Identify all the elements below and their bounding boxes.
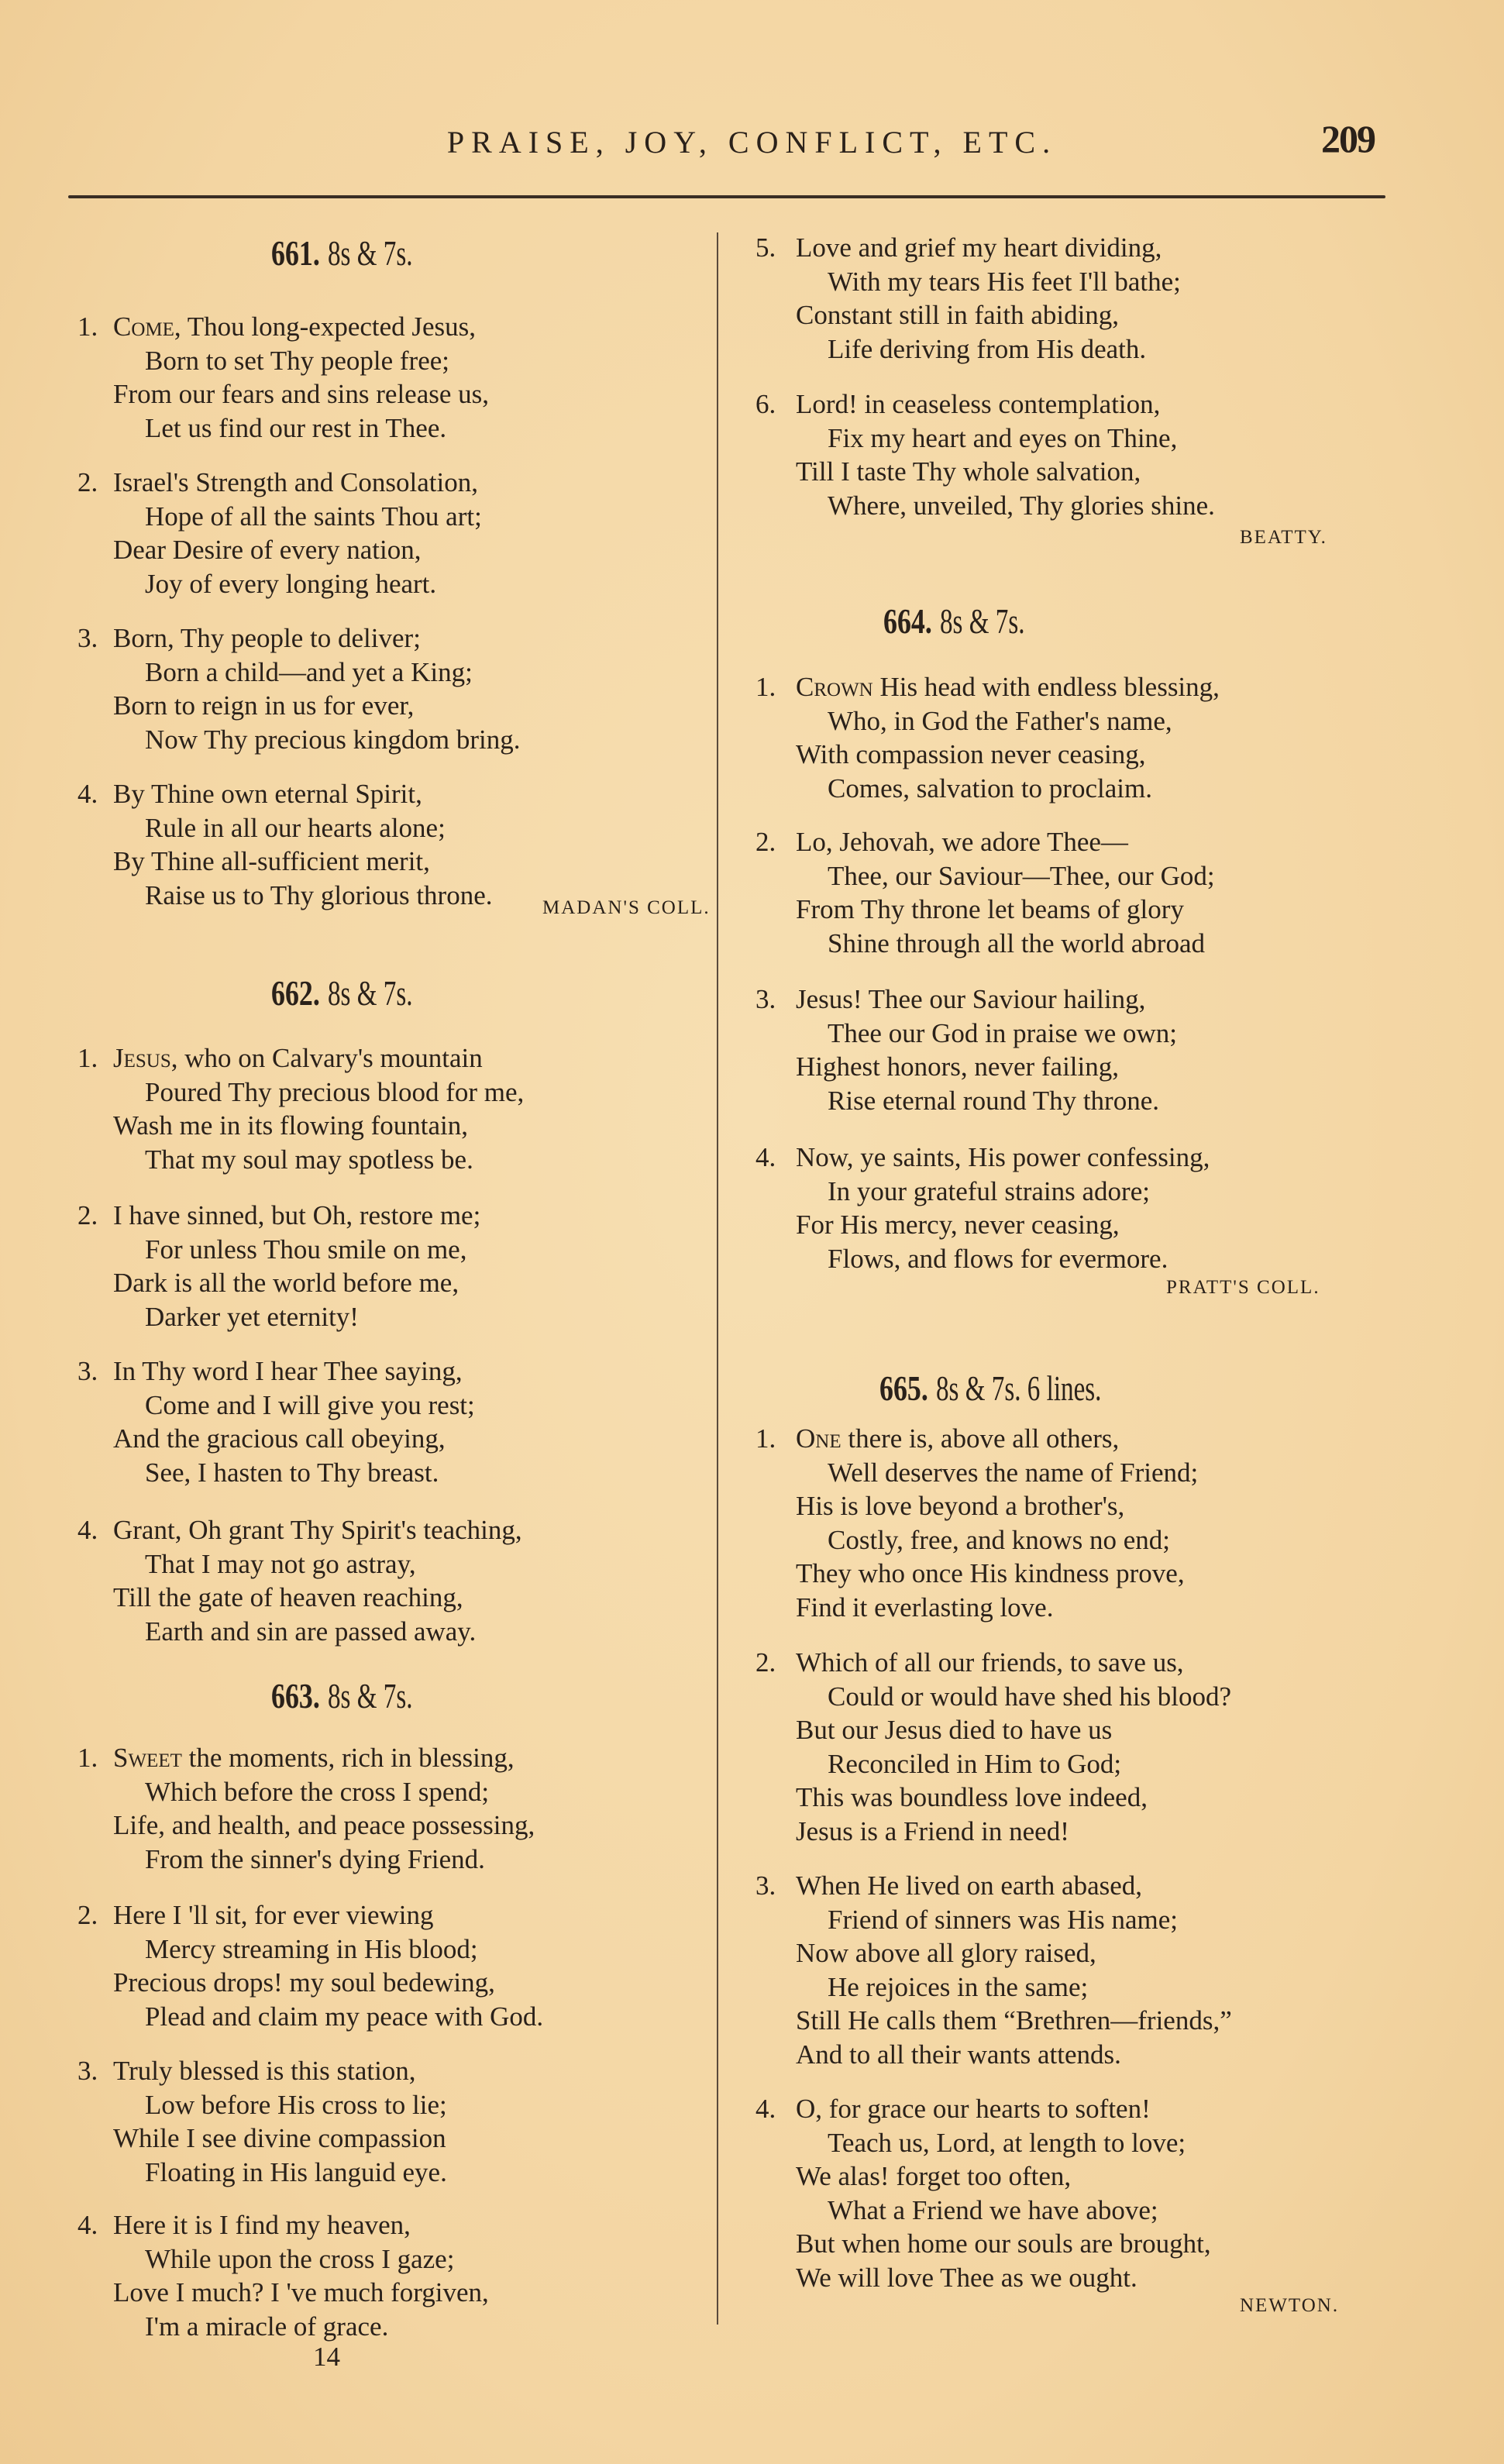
hymn-attribution: NEWTON. xyxy=(1240,2295,1340,2316)
hymn-meter: 8s & 7s. xyxy=(327,233,413,273)
verse-line: Friend of sinners was His name; xyxy=(828,1904,1179,1935)
verse-number: 3. xyxy=(77,623,98,653)
verse-line: Hope of all the saints Thou art; xyxy=(145,501,482,532)
hymn-meter: 8s & 7s. xyxy=(327,1676,413,1716)
verse-line: We will love Thee as we ought. xyxy=(796,2262,1137,2293)
hymn-number: 665. xyxy=(879,1368,928,1408)
verse-number: 4. xyxy=(77,1515,98,1545)
verse-line: We alas! forget too often, xyxy=(796,2161,1072,2191)
verse-number: 2. xyxy=(755,827,776,857)
verse-line: Could or would have shed his blood? xyxy=(828,1681,1232,1712)
verse-line: I have sinned, but Oh, restore me; xyxy=(113,1200,481,1230)
verse-line: Thee our God in praise we own; xyxy=(828,1017,1177,1048)
verse-line: Constant still in faith abiding, xyxy=(796,300,1120,330)
verse-line: Sweet the moments, rich in blessing, xyxy=(113,1743,515,1773)
verse-number: 1. xyxy=(77,1743,98,1773)
verse-line: Find it everlasting love. xyxy=(796,1592,1054,1623)
verse-line: From the sinner's dying Friend. xyxy=(145,1843,485,1874)
verse-line: This was boundless love indeed, xyxy=(796,1782,1148,1812)
verse-line: Come, Thou long-expected Jesus, xyxy=(113,311,477,342)
verse xyxy=(77,1898,543,2033)
verse-line: Teach us, Lord, at length to love; xyxy=(828,2127,1186,2158)
verse-number: 3. xyxy=(755,984,776,1014)
verse-line: Mercy streaming in His blood; xyxy=(145,1933,478,1964)
verse-line: Reconciled in Him to God; xyxy=(828,1748,1122,1779)
verse-line: Jesus is a Friend in need! xyxy=(796,1815,1069,1846)
verse xyxy=(755,2092,1211,2294)
verse-line: That my soul may spotless be. xyxy=(145,1144,473,1175)
verse-lead-word: One xyxy=(796,1423,841,1454)
verse-line: Life deriving from His death. xyxy=(828,333,1147,364)
verse xyxy=(755,825,1215,960)
verse-line: Born to set Thy people free; xyxy=(145,345,449,376)
verse-line: Born to reign in us for ever, xyxy=(113,690,415,721)
verse-line: Lo, Jehovah, we adore Thee— xyxy=(796,827,1128,857)
hymn-heading xyxy=(271,1675,446,1716)
verse xyxy=(755,983,1177,1117)
verse-line: Plead and claim my peace with God. xyxy=(145,2001,544,2032)
verse-line: Poured Thy precious blood for me, xyxy=(145,1076,525,1107)
verse xyxy=(77,777,493,912)
hymn-attribution: MADAN'S COLL. xyxy=(542,897,711,918)
verse-line: By Thine own eternal Spirit, xyxy=(113,779,422,809)
verse-line: Till I taste Thy whole salvation, xyxy=(796,456,1141,487)
verse-line: With compassion never ceasing, xyxy=(796,739,1146,769)
verse-line: I'm a miracle of grace. xyxy=(145,2311,389,2342)
verse xyxy=(77,310,489,445)
verse-line: Still He calls them “Brethren—friends,” xyxy=(796,2005,1232,2036)
verse-line: For His mercy, never ceasing, xyxy=(796,1210,1120,1240)
verse-line: Come and I will give you rest; xyxy=(145,1389,475,1420)
verse xyxy=(77,1741,535,1876)
verse-line: His is love beyond a brother's, xyxy=(796,1491,1125,1521)
verse-number: 5. xyxy=(755,232,776,263)
verse-line: Here it is I find my heaven, xyxy=(113,2210,411,2240)
hymn-meter: 8s & 7s. 6 lines. xyxy=(935,1368,1101,1408)
verse-number: 2. xyxy=(77,467,98,497)
verse-line: Let us find our rest in Thee. xyxy=(145,412,447,443)
verse xyxy=(77,621,520,756)
verse-line: With my tears His feet I'll bathe; xyxy=(828,266,1181,297)
hymn-number: 664. xyxy=(883,601,932,641)
verse xyxy=(77,2054,447,2189)
verse-line: Which of all our friends, to save us, xyxy=(796,1647,1184,1678)
verse-number: 2. xyxy=(77,1200,98,1230)
hymn-heading xyxy=(883,601,1058,642)
verse-line: While I see divine compassion xyxy=(113,2123,446,2153)
verse-line: Crown His head with endless blessing, xyxy=(796,672,1220,702)
verse-line: Shine through all the world abroad xyxy=(828,927,1205,958)
verse xyxy=(77,466,482,601)
verse-line: Costly, free, and knows no end; xyxy=(828,1524,1170,1555)
verse-line: Jesus! Thee our Saviour hailing, xyxy=(796,984,1146,1014)
verse xyxy=(755,1141,1210,1275)
verse-line: Here I 'll sit, for ever viewing xyxy=(113,1900,434,1930)
verse-line: But our Jesus died to have us xyxy=(796,1715,1113,1745)
running-head: PRAISE, JOY, CONFLICT, ETC. xyxy=(446,125,1058,160)
verse-line: When He lived on earth abased, xyxy=(796,1870,1143,1901)
verse-line: Love I much? I 've much forgiven, xyxy=(113,2277,489,2307)
verse xyxy=(77,1041,524,1176)
verse-line: Highest honors, never failing, xyxy=(796,1051,1119,1082)
verse-number: 6. xyxy=(755,389,776,419)
verse-line: Joy of every longing heart. xyxy=(145,568,437,599)
verse-line: Rise eternal round Thy throne. xyxy=(828,1085,1159,1116)
verse-line: While upon the cross I gaze; xyxy=(145,2243,455,2274)
verse-line: Well deserves the name of Friend; xyxy=(828,1457,1199,1488)
verse-number: 4. xyxy=(755,2094,776,2124)
verse-number: 3. xyxy=(755,1870,776,1901)
verse xyxy=(77,1354,475,1489)
verse-number: 4. xyxy=(77,2210,98,2240)
verse-line: By Thine all-sufficient merit, xyxy=(113,846,430,876)
verse-line: What a Friend we have above; xyxy=(828,2194,1158,2225)
verse-line: From our fears and sins release us, xyxy=(113,379,490,409)
verse-line: Now, ye saints, His power confessing, xyxy=(796,1142,1210,1172)
verse-lead-word: Sweet xyxy=(113,1743,182,1773)
hymn-number: 661. xyxy=(271,233,320,273)
verse-number: 3. xyxy=(77,1356,98,1386)
verse-line: Born a child—and yet a King; xyxy=(145,656,473,687)
hymn-number: 662. xyxy=(271,973,320,1013)
verse-line: They who once His kindness prove, xyxy=(796,1558,1185,1588)
verse-line: In your grateful strains adore; xyxy=(828,1175,1150,1206)
verse-number: 4. xyxy=(755,1142,776,1172)
verse-line: For unless Thou smile on me, xyxy=(145,1234,467,1265)
verse xyxy=(755,1869,1232,2071)
verse xyxy=(755,387,1215,522)
verse-lead-word: Come, xyxy=(113,311,181,342)
verse-line: Dear Desire of every nation, xyxy=(113,535,422,565)
verse-line: Wash me in its flowing fountain, xyxy=(113,1110,468,1141)
verse-line: Darker yet eternity! xyxy=(145,1301,359,1332)
verse-line: Lord! in ceaseless contemplation, xyxy=(796,389,1161,419)
hymn-heading xyxy=(879,1368,1165,1409)
verse-line: Thee, our Saviour—Thee, our God; xyxy=(828,860,1215,891)
verse-line: And to all their wants attends. xyxy=(796,2039,1121,2070)
verse-number: 1. xyxy=(755,1423,776,1454)
hymn-number: 663. xyxy=(271,1676,320,1716)
verse-line: Dark is all the world before me, xyxy=(113,1268,459,1298)
verse xyxy=(77,1513,522,1648)
signature-mark: 14 xyxy=(313,2342,340,2372)
verse-number: 1. xyxy=(755,672,776,702)
verse-line: Now above all glory raised, xyxy=(796,1938,1096,1968)
verse-lead-word: Jesus, xyxy=(113,1043,178,1073)
verse-line: He rejoices in the same; xyxy=(828,1971,1089,2002)
verse-line: Earth and sin are passed away. xyxy=(145,1616,477,1647)
hymn-meter: 8s & 7s. xyxy=(327,973,413,1013)
hymn-attribution: PRATT'S COLL. xyxy=(1166,1277,1320,1298)
page-number: 209 xyxy=(1321,117,1375,160)
hymn-heading xyxy=(271,232,446,274)
verse-line: Which before the cross I spend; xyxy=(145,1776,490,1807)
verse-number: 2. xyxy=(77,1900,98,1930)
verse xyxy=(755,1646,1231,1848)
verse-line: See, I hasten to Thy breast. xyxy=(145,1457,439,1488)
verse-line: From Thy throne let beams of glory xyxy=(796,894,1184,924)
verse xyxy=(77,1199,480,1334)
verse xyxy=(755,231,1181,366)
verse-line: Till the gate of heaven reaching, xyxy=(113,1582,463,1612)
verse-line: Israel's Strength and Consolation, xyxy=(113,467,478,497)
verse-line: Rule in all our hearts alone; xyxy=(145,812,446,843)
verse-number: 4. xyxy=(77,779,98,809)
verse-number: 1. xyxy=(77,311,98,342)
verse-line: O, for grace our hearts to soften! xyxy=(796,2094,1151,2124)
verse-line: Born, Thy people to deliver; xyxy=(113,623,421,653)
verse xyxy=(755,1422,1198,1624)
verse-line: That I may not go astray, xyxy=(145,1548,416,1579)
verse-number: 2. xyxy=(755,1647,776,1678)
verse-line: Jesus, who on Calvary's mountain xyxy=(113,1043,483,1073)
verse xyxy=(755,670,1220,805)
verse xyxy=(77,2208,489,2343)
verse-lead-word: Crown xyxy=(796,672,873,702)
verse-line: Flows, and flows for evermore. xyxy=(828,1243,1168,1274)
verse-line: Fix my heart and eyes on Thine, xyxy=(828,422,1178,453)
verse-line: Where, unveiled, Thy glories shine. xyxy=(828,490,1215,521)
verse-line: But when home our souls are brought, xyxy=(796,2228,1211,2259)
verse-line: And the gracious call obeying, xyxy=(113,1423,446,1454)
verse-line: Grant, Oh grant Thy Spirit's teaching, xyxy=(113,1515,522,1545)
verse-line: Love and grief my heart dividing, xyxy=(796,232,1162,263)
verse-line: Comes, salvation to proclaim. xyxy=(828,773,1152,804)
verse-line: Precious drops! my soul bedewing, xyxy=(113,1967,495,1998)
verse-line: One there is, above all others, xyxy=(796,1423,1120,1454)
verse-line: In Thy word I hear Thee saying, xyxy=(113,1356,463,1386)
verse-line: Now Thy precious kingdom bring. xyxy=(145,724,521,755)
hymn-meter: 8s & 7s. xyxy=(939,601,1025,641)
verse-line: Truly blessed is this station, xyxy=(113,2056,416,2086)
header-rule xyxy=(68,195,1385,198)
verse-line: Floating in His languid eye. xyxy=(145,2156,447,2187)
verse-number: 1. xyxy=(77,1043,98,1073)
column-divider xyxy=(717,232,718,2325)
verse-line: Life, and health, and peace possessing, xyxy=(113,1810,535,1840)
hymn-attribution: BEATTY. xyxy=(1240,527,1327,548)
verse-line: Who, in God the Father's name, xyxy=(828,705,1172,736)
verse-number: 3. xyxy=(77,2056,98,2086)
hymn-heading xyxy=(271,972,446,1013)
verse-line: Low before His cross to lie; xyxy=(145,2089,447,2120)
verse-line: Raise us to Thy glorious throne. xyxy=(145,879,493,910)
